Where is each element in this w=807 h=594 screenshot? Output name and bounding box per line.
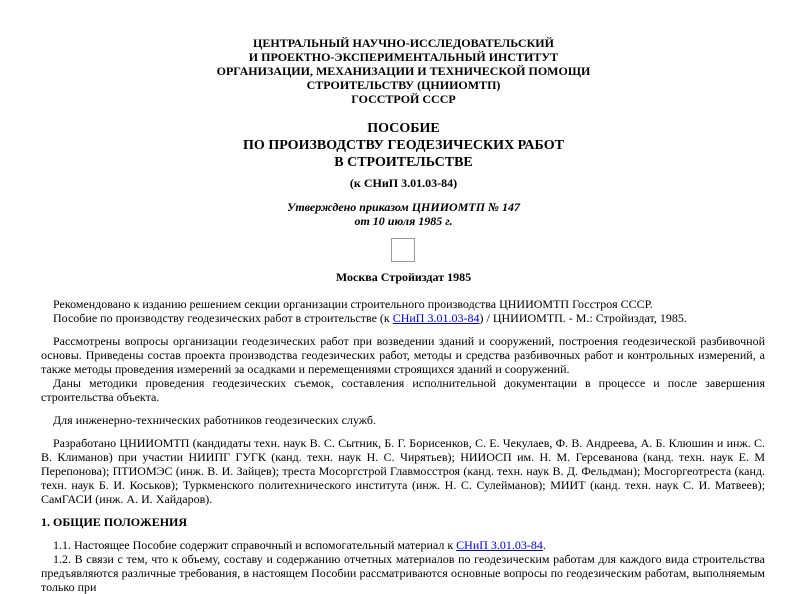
approval-line: от 10 июля 1985 г.	[354, 214, 453, 228]
approval-note	[0, 200, 807, 228]
document-title	[0, 120, 807, 171]
audience-paragraph: Для инженерно-технических работников геодезических служб.	[53, 413, 377, 427]
title-line: ПО ПРОИЗВОДСТВУ ГЕОДЕЗИЧЕСКИХ РАБОТ	[243, 138, 564, 153]
section-heading: 1. ОБЩИЕ ПОЛОЖЕНИЯ	[41, 515, 188, 529]
abstract-paragraph: Даны методики проведения геодезических съемок, составления исполнительной документации в процессе и после завершения строительства объекта.	[41, 376, 765, 404]
institute-line: И ПРОЕКТНО-ЭКСПЕРИМЕНТАЛЬНЫЙ ИНСТИТУТ	[248, 50, 559, 64]
institute-line: ЦЕНТРАЛЬНЫЙ НАУЧНО-ИССЛЕДОВАТЕЛЬСКИЙ	[253, 36, 554, 50]
subtitle-reference: (к СНиП 3.01.03-84)	[349, 176, 458, 190]
para-1-1-after: .	[542, 538, 546, 552]
para-1-1-before: 1.1. Настоящее Пособие содержит справочный и вспомогательный материал к	[53, 538, 457, 552]
paragraph-1-2: 1.2. В связи с тем, что к объему, составу и содержанию отчетных материалов по геодезическим работам для каждого вида строительства предъявляются различные требования, в настоящем Пособии рассматриваются основные вопросы по геодезическим работам, выполняемым только при	[41, 552, 765, 594]
abstract-paragraph: Рассмотрены вопросы организации геодезических работ при возведении зданий и сооружений, построения геодезической разбивочной основы. Приведены состав проекта производства геодезических работ, методы и средства разбивочных работ и контрольных измерений, а также методы проведения измерений за осадками и перемещениями строящихся зданий и сооружений.	[41, 334, 765, 376]
snip-link[interactable]: СНиП 3.01.03-84	[456, 538, 543, 552]
institute-line: ОРГАНИЗАЦИИ, МЕХАНИЗАЦИИ И ТЕХНИЧЕСКОЙ ПОМОЩИ	[216, 64, 591, 78]
citation-text-after: ) / ЦНИИОМТП. - М.: Стройиздат, 1985.	[479, 311, 687, 325]
institute-line: ГОССТРОЙ СССР	[351, 92, 456, 106]
citation-text-before: Пособие по производству геодезических работ в строительстве (к	[53, 311, 393, 325]
title-line: ПОСОБИЕ	[367, 121, 440, 136]
publisher-line: Москва Стройиздат 1985	[335, 270, 472, 284]
citation-paragraph	[41, 311, 765, 325]
approval-line: Утверждено приказом ЦНИИОМТП № 147	[286, 200, 521, 214]
developers-paragraph: Разработано ЦНИИОМТП (кандидаты техн. наук В. С. Сытник, Б. Г. Борисенков, С. Е. Чекулаев, Ф. В. Андреева, А. Б. Клюшин и инж. С. В. Климанов) при участии НИИПГ ГУГК (канд. техн. наук Н. С. Чирятьев); НИИОСП им. Н. М. Герсеванова (канд. техн. наук Е. М Перепонова); ПТИОМЭС (инж. В. И. Зайцев); треста Мосоргстрой Главмосстроя (канд. техн. наук В. Д. Фельдман); Мосгоргеотреста (канд. техн. наук Б. И. Коськов); Туркменского политехнического института (инж. Н. С. Сулейманов); МИИТ (канд. техн. наук С. И. Матвеев); СамГАСИ (инж. А. И. Хайдаров).	[41, 436, 765, 506]
institute-line: СТРОИТЕЛЬСТВУ (ЦНИИОМТП)	[306, 78, 501, 92]
document-body	[41, 297, 765, 594]
image-placeholder	[391, 238, 415, 262]
title-line: В СТРОИТЕЛЬСТВЕ	[334, 155, 473, 170]
recommended-paragraph: Рекомендовано к изданию решением секции организации строительного производства ЦНИИОМТП Госстроя СССР.	[53, 297, 653, 311]
snip-link[interactable]: СНиП 3.01.03-84	[392, 311, 480, 325]
paragraph-1-1	[41, 538, 765, 552]
institute-header	[0, 36, 807, 106]
